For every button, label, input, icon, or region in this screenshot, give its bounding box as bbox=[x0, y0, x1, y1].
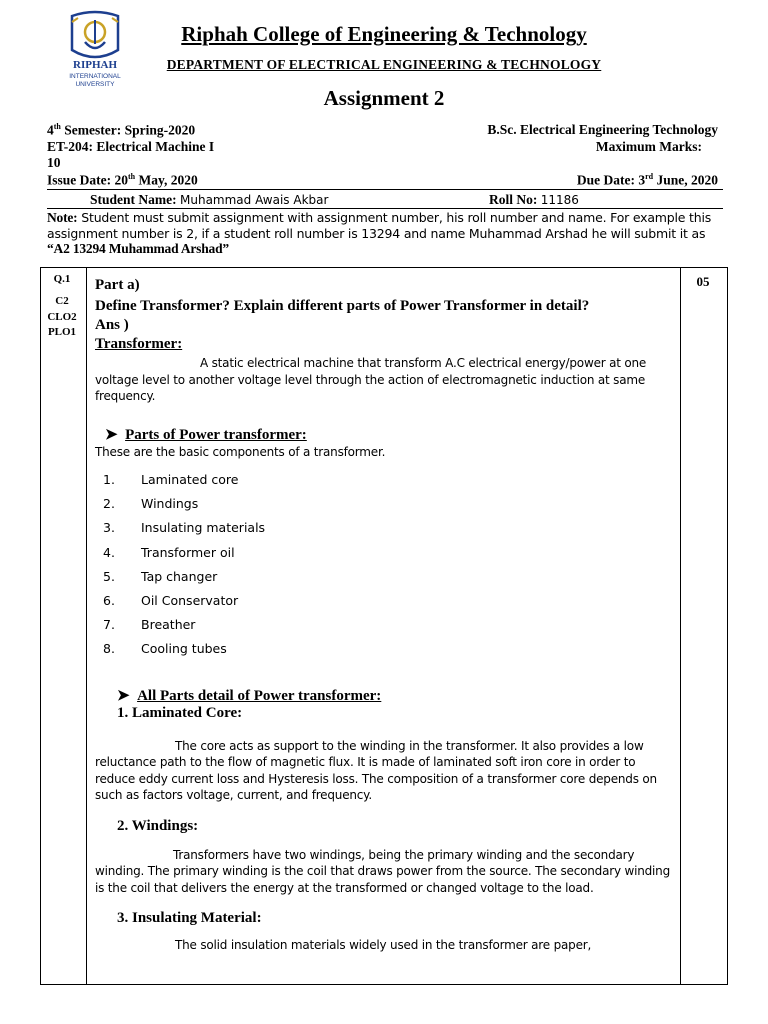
college-name: Riphah College of Engineering & Technology bbox=[181, 22, 587, 46]
parts-heading: ➤ Parts of Power transformer: bbox=[105, 426, 307, 443]
due-date: Due Date: 3rd June, 2020 bbox=[576, 172, 718, 188]
divider bbox=[47, 208, 723, 209]
list-item-number: 6. bbox=[103, 592, 115, 608]
section-title: 1. Laminated Core: bbox=[117, 704, 243, 721]
question-number: Q.1 bbox=[53, 273, 71, 285]
parts-intro: These are the basic components of a transformer. bbox=[95, 444, 386, 459]
course: ET-204: Electrical Machine I bbox=[47, 139, 215, 154]
plo: PLO1 bbox=[47, 326, 77, 338]
student-name: Student Name: Muhammad Awais Akbar bbox=[90, 192, 329, 207]
transformer-definition: A static electrical machine that transform A.C electrical energy/power at one voltage level to another voltage level through the action of electromagnetic induction at same frequency. bbox=[95, 356, 647, 403]
detail-heading: ➤ All Parts detail of Power transformer: bbox=[117, 687, 382, 704]
answer-content bbox=[95, 276, 671, 954]
parts-list bbox=[95, 472, 671, 666]
logo-text-university: UNIVERSITY bbox=[75, 81, 115, 88]
list-item-label: Laminated core bbox=[141, 472, 239, 487]
cognitive-level: C2 bbox=[55, 295, 69, 307]
max-marks-value: 10 bbox=[47, 155, 61, 170]
divider bbox=[47, 189, 723, 190]
section-text: The core acts as support to the winding in the transformer. It also provides a low reluctance path to the flow of magnetic flux. It is made of laminated soft iron core in order to reduce eddy current loss and Hysteresis loss. The composition of a transformer core depends on such as factors voltage, current, and frequency. bbox=[95, 738, 657, 802]
list-item-label: Oil Conservator bbox=[141, 592, 239, 608]
logo-text-international: INTERNATIONAL bbox=[69, 73, 121, 80]
transformer-heading: Transformer: bbox=[95, 336, 183, 352]
section-text: The solid insulation materials widely used in the transformer are paper, bbox=[175, 938, 592, 952]
list-item-label: Tap changer bbox=[141, 568, 218, 584]
arrow-bullet-icon: ➤ bbox=[117, 687, 130, 704]
list-item-number: 8. bbox=[103, 641, 115, 657]
max-marks-label: Maximum Marks: bbox=[595, 139, 702, 154]
list-item-label: Insulating materials bbox=[141, 520, 266, 536]
list-item-number: 5. bbox=[103, 568, 115, 584]
list-item bbox=[95, 569, 671, 593]
section-title: 2. Windings: bbox=[117, 817, 199, 834]
list-item-label: Cooling tubes bbox=[141, 641, 227, 657]
list-item bbox=[95, 496, 671, 520]
question-meta bbox=[42, 272, 82, 339]
list-item-number: 1. bbox=[103, 472, 115, 487]
list-item-number: 7. bbox=[103, 617, 115, 633]
assignment-title: Assignment 2 bbox=[323, 86, 445, 110]
program: B.Sc. Electrical Engineering Technology bbox=[487, 122, 718, 137]
list-item-number: 4. bbox=[103, 544, 115, 560]
roll-number: Roll No: 11186 bbox=[489, 192, 579, 207]
column-divider bbox=[680, 267, 681, 985]
section-title: 3. Insulating Material: bbox=[117, 910, 262, 926]
question-marks: 05 bbox=[696, 274, 710, 289]
note: Note: Student must submit assignment with assignment number, his roll number and name. For example this assignment number is 2, if a student roll number is 13294 and name Muhammad Arshad he will submit it as “A2 13294 Muhammad Arshad” bbox=[47, 210, 712, 256]
list-item-label: Transformer oil bbox=[141, 544, 235, 560]
section-text: Transformers have two windings, being the primary winding and the secondary winding. The primary winding is the coil that draws power from the source. The secondary winding is the coil that delivers the energy at the transformed or changed voltage to the load. bbox=[95, 847, 670, 895]
arrow-bullet-icon: ➤ bbox=[105, 426, 118, 443]
logo-text-riphah: RIPHAH bbox=[73, 59, 117, 71]
column-divider bbox=[86, 267, 87, 985]
ans-label: Ans ) bbox=[95, 317, 129, 333]
list-item bbox=[95, 641, 671, 665]
question-text: Define Transformer? Explain different parts of Power Transformer in detail? bbox=[95, 298, 590, 314]
list-item bbox=[95, 593, 671, 617]
part-label: Part a) bbox=[95, 277, 140, 293]
list-item bbox=[95, 617, 671, 641]
issue-date: Issue Date: 20th May, 2020 bbox=[47, 172, 198, 188]
department-name: DEPARTMENT OF ELECTRICAL ENGINEERING & TECHNOLOGY bbox=[166, 57, 602, 72]
list-item bbox=[95, 520, 671, 544]
list-item bbox=[95, 545, 671, 569]
clo: CLO2 bbox=[47, 311, 77, 323]
list-item-number: 2. bbox=[103, 496, 115, 512]
university-logo bbox=[58, 10, 132, 96]
list-item-label: Windings bbox=[141, 496, 199, 512]
list-item bbox=[95, 472, 671, 496]
list-item-label: Breather bbox=[141, 617, 196, 633]
list-item-number: 3. bbox=[103, 520, 115, 536]
semester: 4th Semester: Spring-2020 bbox=[47, 122, 196, 138]
